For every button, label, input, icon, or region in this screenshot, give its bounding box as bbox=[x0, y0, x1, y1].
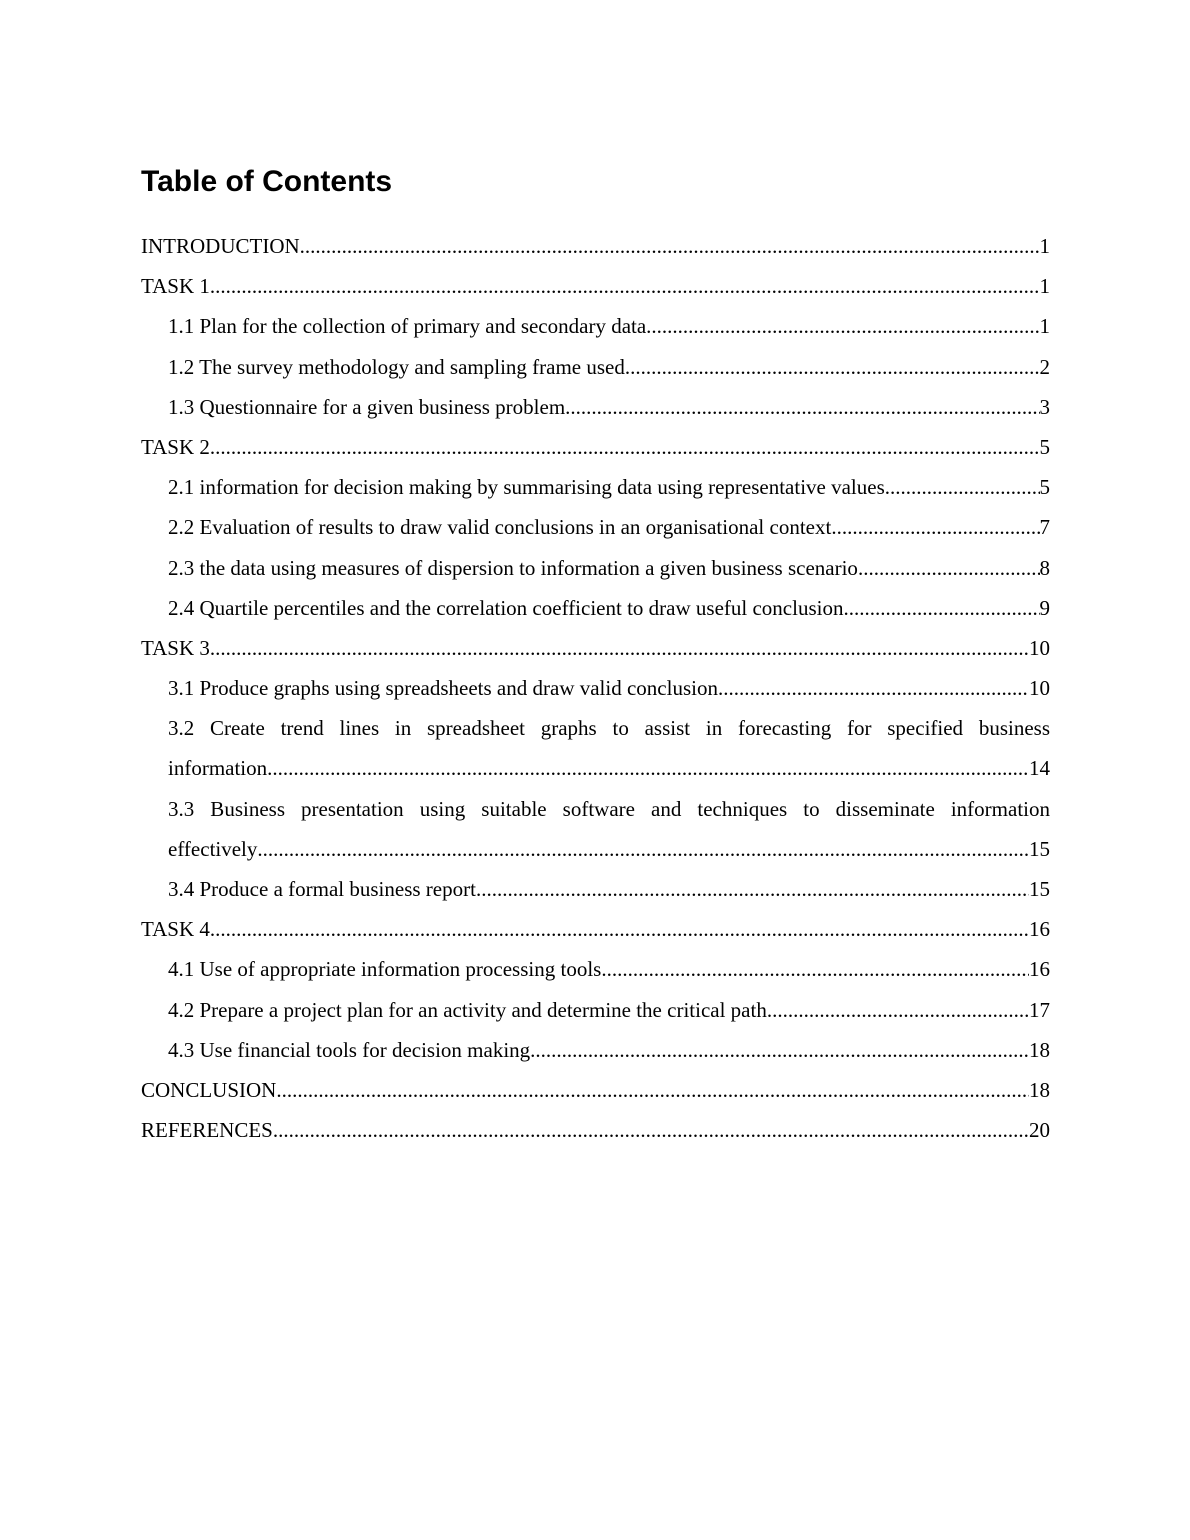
toc-entry-page: 2 bbox=[1039, 354, 1050, 379]
toc-entry-page: 7 bbox=[1039, 515, 1050, 540]
toc-entry-page: 20 bbox=[1029, 1118, 1050, 1143]
toc-entry-title: 2.2 Evaluation of results to draw valid conclusions in an organisational context bbox=[168, 515, 832, 540]
toc-entry-title: 2.3 the data using measures of dispersion to information a given business scenario bbox=[168, 555, 858, 580]
toc-entry-4-3[interactable] bbox=[141, 1030, 1050, 1070]
toc-entry-page: 16 bbox=[1029, 957, 1050, 982]
dot-leader bbox=[273, 1110, 1029, 1150]
toc-list bbox=[141, 226, 1050, 1150]
toc-entry-title: TASK 4 bbox=[141, 917, 210, 942]
toc-heading: Table of Contents bbox=[141, 165, 393, 198]
toc-entry-title: TASK 3 bbox=[141, 635, 210, 660]
dot-leader bbox=[210, 909, 1029, 949]
toc-entry-page: 9 bbox=[1039, 595, 1050, 620]
toc-entry-page: 10 bbox=[1029, 676, 1050, 701]
toc-entry-3-3[interactable] bbox=[141, 789, 1050, 869]
toc-entry-task-3[interactable] bbox=[141, 628, 1050, 668]
toc-entry-title: TASK 1 bbox=[141, 274, 210, 299]
toc-entry-title: TASK 2 bbox=[141, 434, 210, 459]
toc-entry-1-2[interactable] bbox=[141, 347, 1050, 387]
toc-entry-title-line2: information bbox=[168, 756, 268, 781]
toc-entry-page: 14 bbox=[1029, 756, 1050, 781]
toc-entry-title: REFERENCES bbox=[141, 1118, 273, 1143]
toc-entry-page: 18 bbox=[1029, 1077, 1050, 1102]
toc-entry-page: 17 bbox=[1029, 997, 1050, 1022]
toc-entry-title: CONCLUSION bbox=[141, 1077, 277, 1102]
toc-entry-page: 3 bbox=[1039, 394, 1050, 419]
toc-entry-page: 1 bbox=[1039, 314, 1050, 339]
toc-entry-task-2[interactable] bbox=[141, 427, 1050, 467]
dot-leader bbox=[601, 949, 1029, 989]
toc-entry-4-2[interactable] bbox=[141, 990, 1050, 1030]
toc-entry-page: 1 bbox=[1039, 234, 1050, 258]
toc-entry-task-4[interactable] bbox=[141, 909, 1050, 949]
toc-entry-title: 1.3 Questionnaire for a given business problem bbox=[168, 394, 566, 419]
toc-entry-2-3[interactable] bbox=[141, 548, 1050, 588]
toc-entry-title-line1: 3.3 Business presentation using suitable software and techniques to disseminate information bbox=[168, 796, 1050, 821]
toc-entry-title: 1.2 The survey methodology and sampling frame used bbox=[168, 354, 625, 379]
dot-leader bbox=[257, 829, 1029, 869]
toc-entry-page: 15 bbox=[1029, 877, 1050, 901]
dot-leader bbox=[210, 628, 1029, 668]
toc-entry-2-1[interactable] bbox=[141, 467, 1050, 507]
dot-leader bbox=[476, 869, 1029, 909]
toc-entry-task-1[interactable] bbox=[141, 266, 1050, 306]
dot-leader bbox=[646, 306, 1039, 346]
toc-entry-title: 2.4 Quartile percentiles and the correlation coefficient to draw useful conclusion bbox=[168, 595, 844, 620]
toc-entry-title: 3.4 Produce a formal business report bbox=[168, 877, 476, 901]
toc-entry-title: 3.1 Produce graphs using spreadsheets and draw valid conclusion bbox=[168, 676, 718, 701]
dot-leader bbox=[831, 507, 1039, 547]
dot-leader bbox=[210, 266, 1040, 306]
dot-leader bbox=[885, 467, 1040, 507]
dot-leader bbox=[276, 1070, 1029, 1110]
dot-leader bbox=[530, 1030, 1029, 1070]
toc-entry-title-line2: effectively bbox=[168, 836, 258, 861]
dot-leader bbox=[843, 588, 1039, 628]
toc-entry-title: 4.3 Use financial tools for decision making bbox=[168, 1037, 531, 1062]
toc-entry-1-3[interactable] bbox=[141, 387, 1050, 427]
toc-entry-page: 1 bbox=[1039, 274, 1050, 299]
toc-entry-conclusion[interactable] bbox=[141, 1070, 1050, 1110]
dot-leader bbox=[267, 748, 1029, 788]
dot-leader bbox=[300, 226, 1040, 266]
dot-leader bbox=[625, 347, 1040, 387]
dot-leader bbox=[718, 668, 1029, 708]
toc-entry-page: 5 bbox=[1039, 434, 1050, 459]
toc-entry-3-4[interactable] bbox=[141, 869, 1050, 909]
toc-entry-title-line1: 3.2 Create trend lines in spreadsheet graphs to assist in forecasting for specified business bbox=[168, 716, 1050, 741]
toc-entry-3-1[interactable] bbox=[141, 668, 1050, 708]
toc-entry-title: INTRODUCTION bbox=[141, 234, 300, 258]
dot-leader bbox=[210, 427, 1040, 467]
toc-entry-2-4[interactable] bbox=[141, 588, 1050, 628]
toc-entry-page: 16 bbox=[1029, 917, 1050, 942]
toc-entry-page: 5 bbox=[1039, 475, 1050, 500]
toc-entry-page: 18 bbox=[1029, 1037, 1050, 1062]
toc-entry-page: 10 bbox=[1029, 635, 1050, 660]
dot-leader bbox=[858, 548, 1040, 588]
toc-entry-4-1[interactable] bbox=[141, 949, 1050, 989]
toc-entry-title: 4.2 Prepare a project plan for an activity and determine the critical path bbox=[168, 997, 767, 1022]
toc-entry-1-1[interactable] bbox=[141, 306, 1050, 346]
toc-entry-references[interactable] bbox=[141, 1110, 1050, 1150]
toc-entry-2-2[interactable] bbox=[141, 507, 1050, 547]
toc-entry-page: 8 bbox=[1039, 555, 1050, 580]
toc-entry-page: 15 bbox=[1029, 836, 1050, 861]
toc-entry-title: 2.1 information for decision making by summarising data using representative values bbox=[168, 475, 885, 500]
toc-entry-title: 4.1 Use of appropriate information processing tools bbox=[168, 957, 602, 982]
toc-entry-title: 1.1 Plan for the collection of primary and secondary data bbox=[168, 314, 647, 339]
toc-entry-3-2[interactable] bbox=[141, 708, 1050, 788]
document-page bbox=[141, 160, 1050, 1150]
toc-entry-introduction[interactable] bbox=[141, 226, 1050, 266]
dot-leader bbox=[767, 990, 1029, 1030]
dot-leader bbox=[565, 387, 1039, 427]
